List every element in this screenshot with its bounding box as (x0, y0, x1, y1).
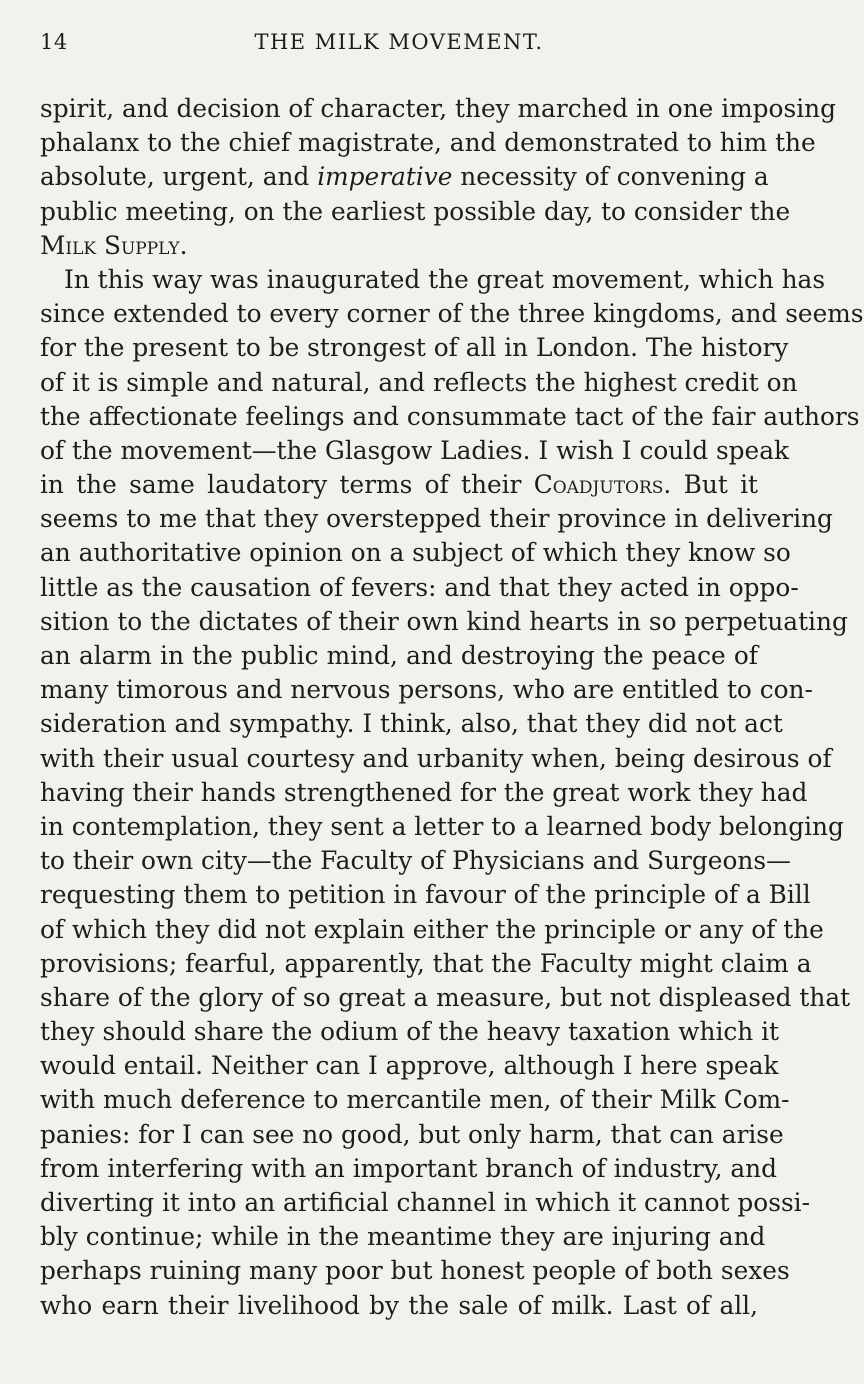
text-line: bly continue; while in the meantime they are injuring and (40, 1222, 766, 1252)
text-line: public meeting, on the earliest possible day, to consider the (40, 196, 791, 226)
text-line: diverting it into an artificial channel in which it cannot possi- (40, 1188, 810, 1217)
text-line: having their hands strengthened for the great work they had (40, 777, 808, 807)
body-text (40, 92, 864, 1323)
text-line: who earn their livelihood by the sale of milk. Last of all, (40, 1290, 758, 1320)
text-line: they should share the odium of the heavy taxation which it (40, 1017, 780, 1047)
text-line: in the same laudatory terms of their Coadjutors. But it (40, 470, 758, 500)
text-line: seems to me that they overstepped their province in delivering (40, 504, 833, 534)
text-line: perhaps ruining many poor but honest people of both sexes (40, 1256, 790, 1286)
text-line: would entail. Neither can I approve, although I here speak (40, 1051, 779, 1081)
text-line: requesting them to petition in favour of the principle of a Bill (40, 880, 811, 910)
text-line: an authoritative opinion on a subject of which they know so (40, 538, 791, 568)
text-line (40, 229, 758, 263)
text-line: sideration and sympathy. I think, also, that they did not act (40, 709, 783, 739)
text-line: share of the glory of so great a measure, but not displeased that (40, 982, 851, 1012)
book-page (40, 30, 864, 1323)
text-line: of it is simple and natural, and reflects the highest credit on (40, 367, 798, 397)
text-line: of the movement—the Glasgow Ladies. I wish I could speak (40, 435, 790, 465)
text-line: many timorous and nervous persons, who are entitled to con- (40, 675, 813, 705)
text-line: panies: for I can see no good, but only harm, that can arise (40, 1119, 784, 1149)
text-line: since extended to every corner of the three kingdoms, and seems (40, 299, 864, 329)
running-title: THE MILK MOVEMENT. (254, 30, 544, 54)
text-line: an alarm in the public mind, and destroying the peace of (40, 641, 758, 670)
text-line: with their usual courtesy and urbanity when, being desirous of (40, 743, 832, 773)
text-line: of which they did not explain either the principle or any of the (40, 914, 824, 944)
text-line: from interfering with an important branch of industry, and (40, 1153, 777, 1183)
text-line: spirit, and decision of character, they marched in one imposing (40, 94, 836, 123)
small-caps-term: Coadjutors. (533, 470, 672, 500)
page-number: 14 (40, 30, 68, 54)
paragraph-start: In this way was inaugurated the great movement, which has (64, 264, 826, 294)
text-line: absolute, urgent, and imperative necessity of convening a (40, 162, 769, 192)
small-caps-heading: Milk Supply. (40, 230, 188, 260)
text-line: phalanx to the chief magistrate, and demonstrated to him the (40, 128, 816, 158)
text-line: in contemplation, they sent a letter to a learned body belonging (40, 811, 844, 841)
text-line: little as the causation of fevers: and that they acted in oppo- (40, 572, 799, 602)
text-line: the affectionate feelings and consummate tact of the fair authors (40, 401, 860, 431)
text-line: for the present to be strongest of all in London. The history (40, 333, 789, 363)
text-line: to their own city—the Faculty of Physicians and Surgeons— (40, 846, 791, 876)
emphasis: imperative (317, 162, 453, 192)
text-line: sition to the dictates of their own kind hearts in so perpetuating (40, 606, 848, 636)
running-header (40, 30, 758, 90)
text-line: provisions; fearful, apparently, that the Faculty might claim a (40, 948, 812, 978)
text-line: with much deference to mercantile men, of their Milk Com- (40, 1085, 790, 1115)
